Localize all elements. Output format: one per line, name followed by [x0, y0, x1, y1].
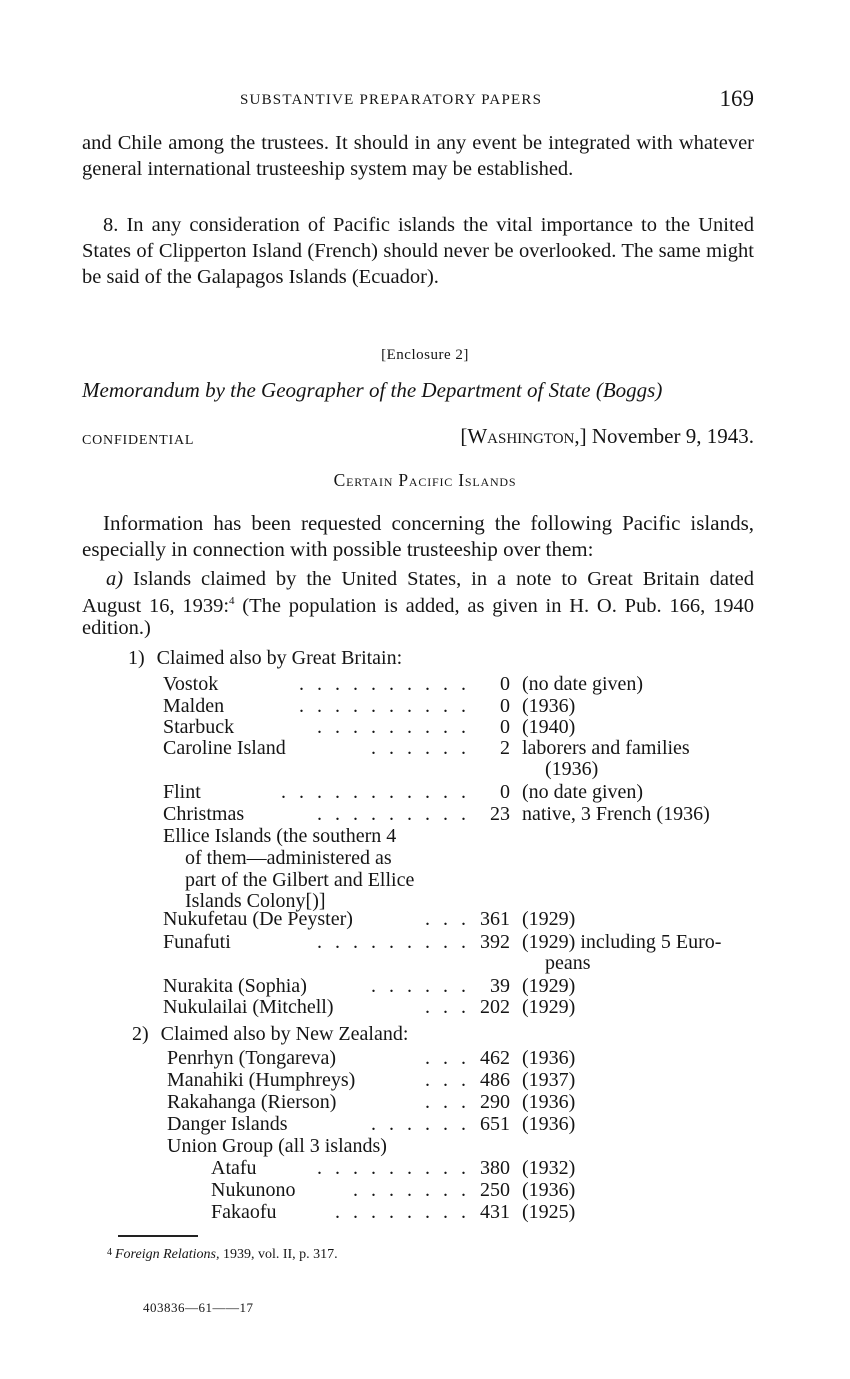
footnote-citation: 1939, vol. II, p. 317.: [222, 1247, 338, 1262]
population-value: 0: [500, 781, 510, 803]
paragraph-continuation: and Chile among the trustees. It should in any event be integrated with whatever general international trusteeship system may be established.: [82, 132, 754, 180]
population-note: (1929): [522, 908, 576, 930]
population-value: 0: [500, 695, 510, 717]
footnote-rule: [118, 1235, 198, 1237]
subject-heading: Certain Pacific Islands: [333, 470, 517, 490]
population-value: 290: [480, 1091, 510, 1113]
population-note: (1936): [522, 695, 576, 717]
page-number: 169: [719, 86, 754, 111]
island-name: Flint: [163, 781, 201, 803]
population-note: laborers and families: [522, 737, 690, 759]
island-name: Nurakita (Sophia): [163, 975, 307, 997]
table-row: [0, 1201, 850, 1223]
population-value: 392: [480, 931, 510, 953]
population-note: (1929): [522, 975, 576, 997]
running-header: [82, 88, 754, 118]
population-value: 23: [490, 803, 510, 825]
island-name: Islands Colony[)]: [185, 890, 326, 912]
table-row: [0, 996, 850, 1018]
leader-dots: . . . . . .: [371, 975, 470, 997]
confidential-label: CONFIDENTIAL: [82, 433, 195, 448]
group-heading-text: Claimed also by New Zealand:: [160, 1023, 409, 1045]
island-name: Fakaofu: [211, 1201, 277, 1223]
island-name: Danger Islands: [167, 1113, 288, 1135]
island-name: Starbuck: [163, 716, 235, 738]
group-heading: [132, 1023, 408, 1045]
table-row: [0, 1179, 850, 1201]
item-marker: a): [106, 568, 124, 590]
footnote: [107, 1247, 338, 1263]
dateline-date: November 9, 1943.: [591, 424, 754, 448]
population-value: 651: [480, 1113, 510, 1135]
island-name: Rakahanga (Rierson): [167, 1091, 337, 1113]
table-row: [0, 758, 850, 780]
table-row: [0, 1069, 850, 1091]
population-value: 39: [490, 975, 510, 997]
population-note: (no date given): [522, 781, 644, 803]
paragraph-information: Information has been requested concerning the following Pacific islands, especially in connection with possible trusteeship over them:: [82, 511, 754, 561]
population-value: 462: [480, 1047, 510, 1069]
population-note: (1936): [522, 1113, 576, 1135]
population-note: (no date given): [522, 673, 644, 695]
dateline: [460, 424, 754, 449]
table-row: [0, 1135, 850, 1157]
island-name: Penrhyn (Tongareva): [167, 1047, 337, 1069]
population-value: 380: [480, 1157, 510, 1179]
table-row: [0, 1113, 850, 1135]
population-value: 431: [480, 1201, 510, 1223]
population-note: (1932): [522, 1157, 576, 1179]
population-note: (1940): [522, 716, 576, 738]
island-name: Nukulailai (Mitchell): [163, 996, 334, 1018]
group-heading-text: Claimed also by Great Britain:: [156, 647, 403, 669]
leader-dots: . . .: [425, 1047, 470, 1069]
population-note: (1929) including 5 Euro-: [522, 931, 722, 953]
leader-dots: . . . . . . .: [353, 1179, 470, 1201]
footnote-source: Foreign Relations,: [115, 1247, 220, 1262]
population-value: 2: [500, 737, 510, 759]
leader-dots: . . .: [425, 908, 470, 930]
population-value: 250: [480, 1179, 510, 1201]
population-note: (1936): [522, 1091, 576, 1113]
island-name: Ellice Islands (the southern 4: [163, 825, 397, 847]
leader-dots: . . . . . . . . .: [317, 1157, 470, 1179]
population-note: (1937): [522, 1069, 576, 1091]
island-name: Manahiki (Humphreys): [167, 1069, 356, 1091]
table-row: [0, 869, 850, 891]
population-value: 0: [500, 673, 510, 695]
leader-dots: . . . . . .: [371, 737, 470, 759]
group-label: 2): [132, 1023, 149, 1045]
leader-dots: . . .: [425, 996, 470, 1018]
population-value: 361: [480, 908, 510, 930]
island-name: Christmas: [163, 803, 245, 825]
leader-dots: . . . . . . . .: [335, 1201, 470, 1223]
island-name: Union Group (all 3 islands): [167, 1135, 387, 1157]
island-name: Atafu: [211, 1157, 257, 1179]
table-row: [0, 803, 850, 825]
population-value: 0: [500, 716, 510, 738]
population-note: (1936): [545, 758, 599, 780]
population-note: native, 3 French (1936): [522, 803, 710, 825]
population-note: (1925): [522, 1201, 576, 1223]
table-row: [0, 825, 850, 847]
table-row: [0, 695, 850, 717]
table-row: [0, 931, 850, 953]
leader-dots: . . . . . . . . . .: [299, 695, 470, 717]
footnote-reference: 4: [229, 595, 235, 607]
island-name: Nukunono: [211, 1179, 296, 1201]
table-row: [0, 908, 850, 930]
paragraph-a: [82, 568, 754, 639]
paragraph-a-text: Islands claimed by the United States, in a note to Great Britain dated August 16, 1939:: [82, 568, 754, 617]
group-heading: [128, 647, 402, 669]
leader-dots: . . . . . . . . . .: [299, 673, 470, 695]
table-row: [0, 1091, 850, 1113]
population-note: (1929): [522, 996, 576, 1018]
table-row: [0, 952, 850, 974]
island-name: part of the Gilbert and Ellice: [185, 869, 415, 891]
island-name: Malden: [163, 695, 225, 717]
header-title: SUBSTANTIVE PREPARATORY PAPERS: [240, 92, 543, 108]
footnote-marker: 4: [107, 1247, 112, 1258]
table-row: [0, 781, 850, 803]
enclosure-label: [Enclosure 2]: [381, 347, 469, 363]
island-name: Caroline Island: [163, 737, 286, 759]
leader-dots: . . . . . . . . .: [317, 931, 470, 953]
island-name: of them—administered as: [185, 847, 392, 869]
table-row: [0, 1047, 850, 1069]
table-row: [0, 847, 850, 869]
table-row: [0, 1157, 850, 1179]
population-note: peans: [545, 952, 591, 974]
island-name: Nukufetau (De Peyster): [163, 908, 353, 930]
table-row: [0, 737, 850, 759]
table-row: [0, 975, 850, 997]
table-row: [0, 673, 850, 695]
group-label: 1): [128, 647, 145, 669]
leader-dots: . . . . . .: [371, 1113, 470, 1135]
leader-dots: . . . . . . . . .: [317, 803, 470, 825]
leader-dots: . . .: [425, 1091, 470, 1113]
dateline-place: [Washington,]: [460, 424, 587, 448]
population-note: (1936): [522, 1047, 576, 1069]
paragraph-8: 8. In any consideration of Pacific islands the vital importance to the United States of Clipperton Island (French) should never be overlooked. The same might be said of the Galapagos Islands (Ecuador).: [82, 214, 754, 288]
population-note: (1936): [522, 1179, 576, 1201]
island-name: Vostok: [163, 673, 219, 695]
leader-dots: . . .: [425, 1069, 470, 1091]
table-row: [0, 716, 850, 738]
population-value: 486: [480, 1069, 510, 1091]
leader-dots: . . . . . . . . .: [317, 716, 470, 738]
printer-signature: 403836—61——17: [143, 1300, 254, 1315]
island-name: Funafuti: [163, 931, 231, 953]
memorandum-title: Memorandum by the Geographer of the Department of State (Boggs): [82, 378, 663, 402]
leader-dots: . . . . . . . . . . .: [281, 781, 470, 803]
population-value: 202: [480, 996, 510, 1018]
paragraph-a-text-2: (The population is added, as given in H. O. Pub. 166, 1940 edition.): [82, 594, 754, 639]
